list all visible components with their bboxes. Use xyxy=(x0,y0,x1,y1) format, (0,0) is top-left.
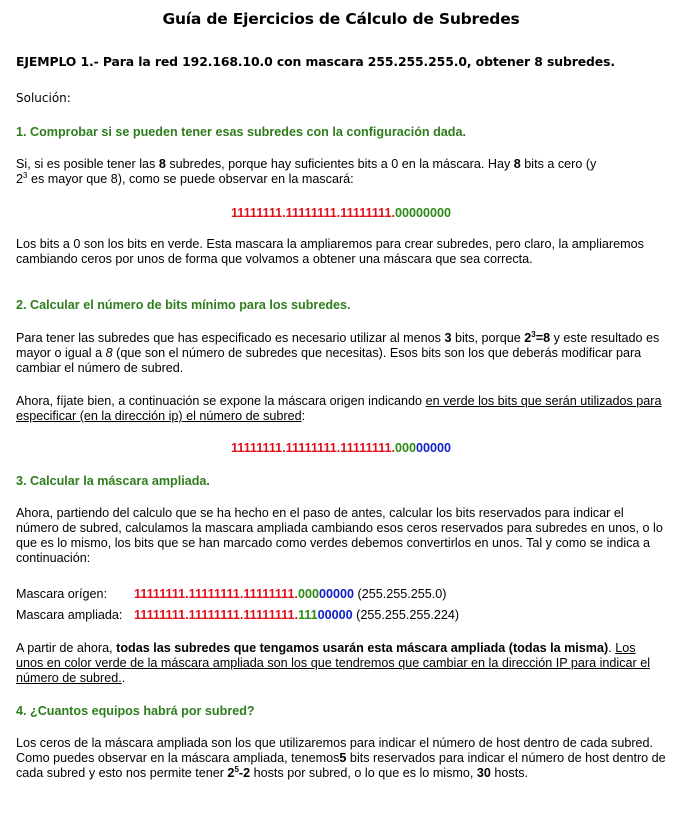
mask-host-bits: 00000000 xyxy=(394,206,452,220)
mask-network-bits: 11111111.11111111.11111111. xyxy=(230,206,395,220)
section-1-heading: 1. Comprobar si se pueden tener esas subredes con la configuración dada. xyxy=(16,125,467,139)
section-3-paragraph-1: Ahora, partiendo del calculo que se ha hecho en el paso de antes, calcular los bits reservados para indicar el número de subred, calculamos la mascara ampliada cambiando esos ceros reservados para subredes en unos, o lo que es lo mismo, los bits que se han marcado como verdes debemos convertirlos en unos. Tal y como se indica a continuación: xyxy=(16,506,663,565)
page-title: Guía de Ejercicios de Cálculo de Subredes xyxy=(162,10,520,28)
section-3-heading: 3. Calcular la máscara ampliada. xyxy=(16,474,210,488)
subnet-bits-mask: 11111111.11111111.11111111.00000000 xyxy=(230,441,452,455)
example-statement: EJEMPLO 1.- Para la red 192.168.10.0 con mascara 255.255.255.0, obtener 8 subredes. xyxy=(16,54,615,69)
original-mask xyxy=(16,206,666,221)
section-2-paragraph-1: Para tener las subredes que has especificado es necesario utilizar al menos 3 bits, porque $2^3=8$ y este resultado es mayor o igual a 8 (que son el número de subredes que necesitas). Esos bits son los que deberás modificar para cambiar el número de subred. xyxy=(16,329,660,375)
section-3-paragraph-2: A partir de ahora, todas las subredes que tengamos usarán esta máscara ampliada (todas la misma). Los unos en color verde de la máscara ampliada son los que tendremos que cambiar en la dirección IP para indicar el número de subred.. xyxy=(16,641,651,685)
section-1-paragraph-2: Los bits a 0 son los bits en verde. Esta mascara la ampliaremos para crear subredes, pero claro, la ampliaremos cambiando ceros por unos de forma que volvamos a obtener una máscara que sea correcta. xyxy=(16,237,644,266)
mask-row-origin: Mascara orígen: 11111111.11111111.11111111.00000000 (255.255.255.0) xyxy=(16,587,447,601)
solution-label: Solución: xyxy=(16,91,71,105)
mask-row-extended: Mascara ampliada: 11111111.11111111.11111111.11100000 (255.255.255.224) xyxy=(16,608,460,622)
section-4-paragraph-1: Los ceros de la máscara ampliada son los que utilizaremos para indicar el número de host dentro de cada subred. Como puedes observar en la máscara ampliada, tenemos5 bits reservados para indicar el número de host dentro de cada subred y esto nos permite tener $2^5-2$ hosts por subred, o lo que es lo mismo, 30 hosts. xyxy=(16,736,666,780)
section-1-paragraph-1: Si, si es posible tener las 8 subredes, porque hay suficientes bits a 0 en la máscara. Hay 8 bits a cero (y $2^3$ es mayor que 8), como se puede observar en la mascará: xyxy=(16,157,597,186)
section-2-paragraph-2: Ahora, fíjate bien, a continuación se expone la máscara origen indicando en verde los bits que serán utilizados para especificar (en la dirección ip) el número de subred: xyxy=(16,394,662,423)
section-2-heading: 2. Calcular el número de bits mínimo para los subredes. xyxy=(16,298,351,312)
section-4-heading: 4. ¿Cuantos equipos habrá por subred? xyxy=(16,704,255,718)
